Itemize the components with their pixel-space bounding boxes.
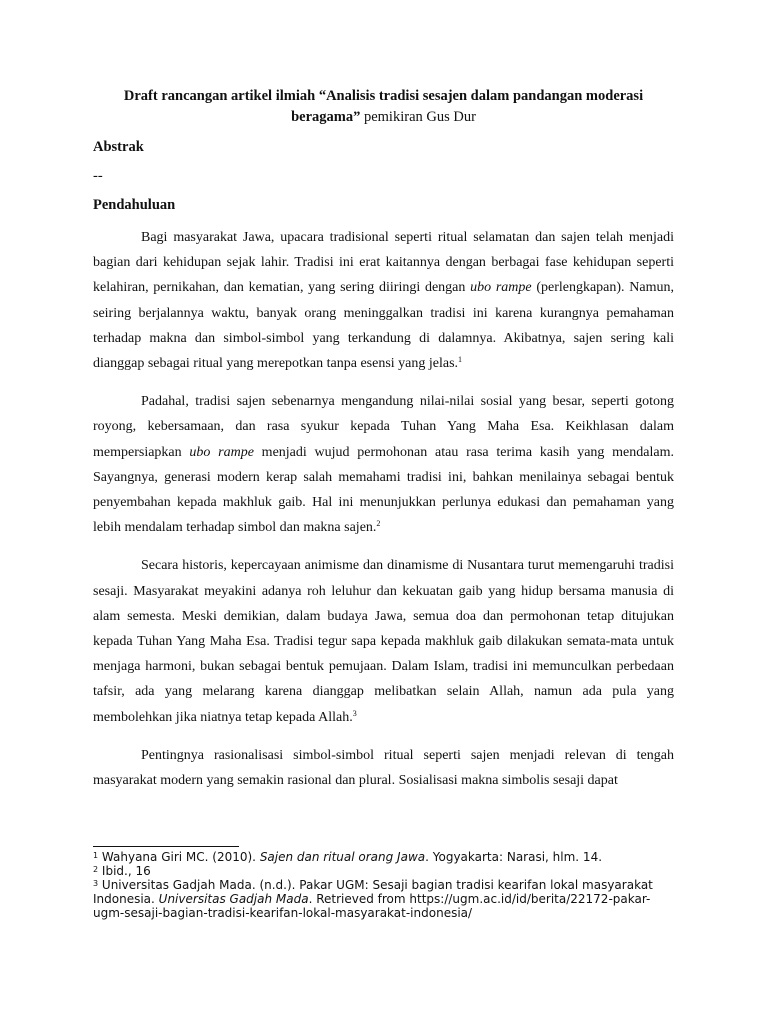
paragraph-text: Bagi masyarakat Jawa, upacara tradisional seperti ritual selamatan dan sajen telah menjadi bagian dari kehidupan sejak lahir. Tradisi ini erat kaitannya dengan berbagai fase kehidupan seperti kelahiran, pernikahan, dan kematian, yang sering diiringi dengan (93, 230, 674, 296)
footnote-ref[interactable]: 3 (352, 708, 357, 718)
footnote-text: Ibid., 16 (98, 864, 151, 878)
abstract-body: -- (93, 168, 103, 184)
paragraph-italic: ubo rampe (189, 444, 254, 460)
footnote-number: 1 (93, 851, 99, 860)
footnote-2 (93, 864, 653, 878)
paragraph-4 (93, 743, 674, 793)
footnote-3 (93, 878, 653, 920)
footnote-ref[interactable]: 1 (458, 355, 463, 365)
footnote-ref[interactable]: 2 (376, 519, 381, 529)
paragraph-3 (93, 553, 674, 729)
paragraph-text: (perlengkapan). Namun, seiring berjalannya waktu, banyak orang meninggalkan tradisi ini karena kurangnya pemahaman terhadap makna dan simbol-simbol yang terkandung di dalamnya. Akibatnya, sajen sering kali dianggap sebagai ritual yang merepotkan tanpa esensi yang jelas. (93, 280, 674, 372)
title-bold: Draft rancangan artikel ilmiah “Analisis tradisi sesajen dalam pandangan moderasi beragama” (123, 88, 644, 125)
footnote-italic: Universitas Gadjah Mada (158, 892, 309, 906)
footnote-number: 3 (93, 879, 99, 888)
footnote-text: Universitas Gadjah Mada. (n.d.). Pakar UGM: Sesaji bagian tradisi kearifan lokal masyarakat Indonesia. (93, 878, 653, 906)
paragraph-italic: ubo rampe (470, 280, 532, 296)
document-page (93, 86, 674, 806)
title-suffix: pemikiran Gus Dur (360, 109, 476, 125)
abstract-heading: Abstrak (93, 139, 144, 155)
footnote-italic: Sajen dan ritual orang Jawa (259, 850, 426, 864)
footnotes (93, 850, 653, 920)
footnote-text: Wahyana Giri MC. (2010). (98, 850, 260, 864)
footnote-link[interactable]: . Retrieved from https://ugm.ac.id/id/berita/22172-pakar-ugm-sesaji-bagian-tradisi-kearifan-lokal-masyarakat-indonesia/ (93, 892, 651, 920)
paragraph-text: Padahal, tradisi sajen sebenarnya mengandung nilai-nilai sosial yang besar, seperti gotong royong, kebersamaan, dan rasa syukur kepada Tuhan Yang Maha Esa. Keikhlasan dalam mempersiapkan (93, 394, 674, 460)
footnote-text: . Yogyakarta: Narasi, hlm. 14. (425, 850, 603, 864)
article-title (93, 86, 674, 128)
paragraph-2 (93, 389, 674, 540)
footnote-number: 2 (93, 865, 99, 874)
paragraph-1 (93, 225, 674, 376)
intro-heading: Pendahuluan (93, 197, 176, 213)
paragraph-text: Pentingnya rasionalisasi simbol-simbol ritual seperti sajen menjadi relevan di tengah masyarakat modern yang semakin rasional dan plural. Sosialisasi makna simbolis sesaji dapat (93, 747, 674, 789)
footnote-separator (93, 846, 239, 847)
paragraph-text: Secara historis, kepercayaan animisme dan dinamisme di Nusantara turut memengaruhi tradisi sesaji. Masyarakat meyakini adanya roh leluhur dan kekuatan gaib yang hidup bersama manusia di alam semesta. Meski demikian, dalam budaya Jawa, semua doa dan permohonan tetap ditujukan kepada Tuhan Yang Maha Esa. Tradisi tegur sapa kepada makhluk gaib dilakukan semata-mata untuk menjaga harmoni, bukan sebagai bentuk pemujaan. Dalam Islam, tradisi ini memunculkan perbedaan tafsir, ada yang melarang karena dianggap melibatkan selain Allah, namun ada pula yang membolehkan jika niatnya tetap kepada Allah. (93, 558, 674, 725)
footnote-1 (93, 850, 653, 864)
paragraph-text: menjadi wujud permohonan atau rasa terima kasih yang mendalam. Sayangnya, generasi modern kerap salah memahami tradisi ini, bahkan menilainya sebagai bentuk penyembahan kepada makhluk gaib. Hal ini menunjukkan perlunya edukasi dan pemahaman yang lebih mendalam terhadap simbol dan makna sajen. (93, 444, 674, 536)
